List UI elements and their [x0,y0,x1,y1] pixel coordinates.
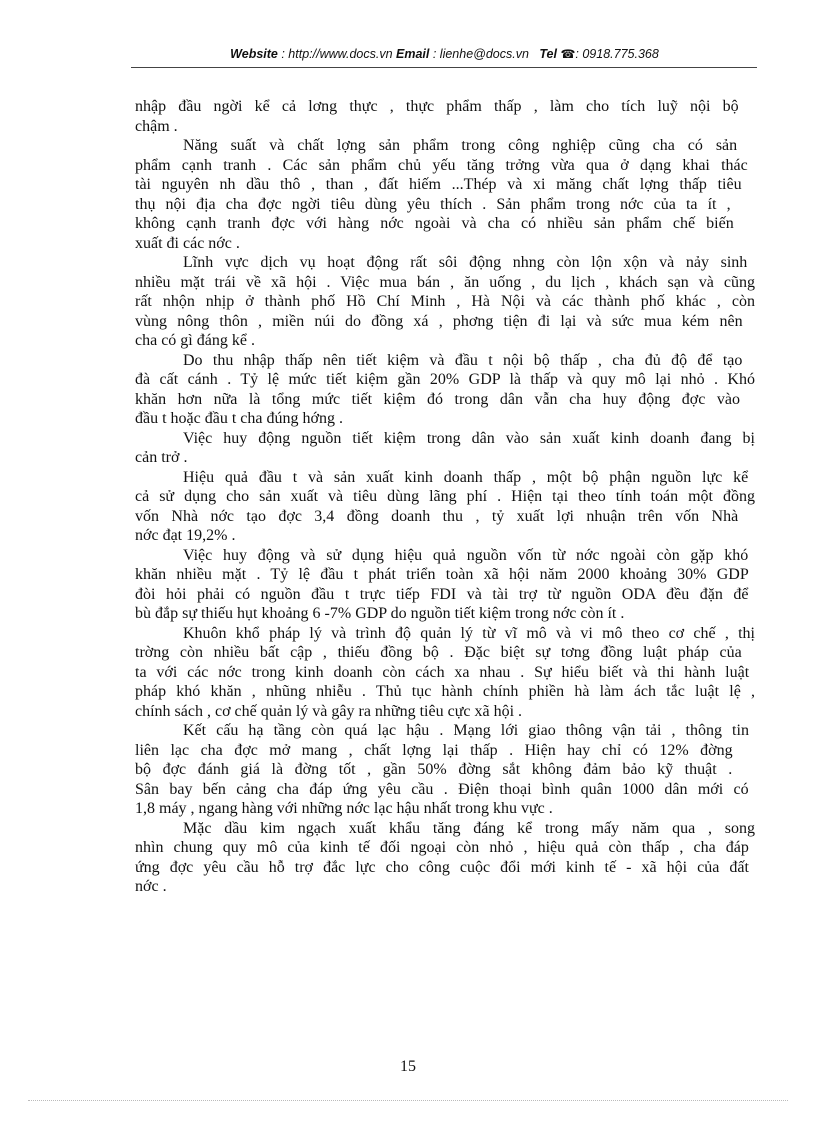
website-label: Website [230,47,278,61]
page-number: 15 [400,1058,416,1075]
phone-icon: ☎ [560,47,576,61]
paragraph [135,546,755,624]
text-line: Hiệu quả đầu t và sản xuất kinh doanh thấp , một bộ phận nguồn lực kể [183,468,749,486]
text-line: tài nguyên nh dầu thô , than , đất hiếm ...Thép và xi măng chất lợng thấp tiêu [135,176,742,193]
text-line: chậm . [135,117,178,135]
paragraph [135,351,755,429]
text-line: Sân bay bến cảng cha đáp ứng yêu cầu . Điện thoại bình quân 1000 dân mới có [135,780,749,798]
text-line: ứng đợc yêu cầu hỗ trợ đắc lực cho công cuộc đổi mới kinh tế - xã hội của đất [135,858,749,876]
paragraph [135,429,755,468]
text-line: cả sử dụng cho sản xuất và tiêu dùng lãng phí . Hiện tại theo tính toán một đồng [135,488,755,505]
text-line: nhập đầu ngời kể cả lơng thực , thực phẩm thấp , làm cho tích luỹ nội bộ [135,98,739,115]
text-line: trờng còn nhiều bất cập , thiếu đồng bộ . Đặc biệt sự tơng đồng luật pháp của [135,644,742,661]
text-line: cản trở . [135,449,188,466]
text-line: bù đắp sự thiếu hụt khoảng 6 -7% GDP do nguồn tiết kiệm trong nớc còn ít . [135,605,625,622]
paragraph [135,468,755,546]
text-line: đầu t hoặc đầu t cha đúng hớng . [135,410,343,427]
text-line: Việc huy động và sử dụng hiệu quả nguồn vốn từ nớc ngoài còn gặp khó [183,546,749,564]
text-line: thụ nội địa cha đợc ngời tiêu dùng yêu thích . Sản phẩm trong nớc của ta ít , [135,195,731,213]
paragraph [135,97,755,136]
footer-divider [28,1100,788,1101]
email-address[interactable]: : lienhe@docs.vn [432,47,529,61]
paragraph [135,624,755,722]
text-line: Khuôn khổ pháp lý và trình độ quản lý từ vĩ mô và vi mô theo cơ chế , thị [183,624,755,642]
tel-number: : 0918.775.368 [575,47,659,61]
text-line: khăn nhiều mặt . Tỷ lệ đầu t phát triển toàn xã hội năm 2000 khoảng 30% GDP [135,566,749,583]
text-line: Năng suất và chất lợng sản phẩm trong công nghiệp cũng cha có sản [183,137,738,154]
text-line: phẩm cạnh tranh . Các sản phẩm chủ yếu tăng trởng vừa qua ở dạng khai thác [135,156,748,174]
text-line: liên lạc cha đợc mở mang , chất lợng lại thấp . Hiện hay chỉ có 12% đờng [135,741,733,759]
text-line: đòi hỏi phải có nguồn đầu t trực tiếp FDI và tài trợ từ nguồn ODA đều đặn để [135,585,749,603]
text-line: Kết cấu hạ tầng còn quá lạc hậu . Mạng lới giao thông vận tải , thông tin [183,722,749,739]
text-line: pháp khó khăn , nhũng nhiễu . Thủ tục hành chính phiền hà làm ách tắc luật lệ , [135,683,755,700]
paragraph [135,721,755,819]
text-line: Do thu nhập thấp nên tiết kiệm và đầu t nội bộ thấp , cha đủ độ để tạo [183,351,743,369]
tel-label: Tel [539,47,557,61]
text-line: đà cất cánh . Tỷ lệ mức tiết kiệm gần 20% GDP là thấp và quy mô lại nhỏ . Khó [135,371,755,388]
text-line: bộ đợc đánh giá là đờng tốt , gần 50% đờng sắt không đảm bảo kỹ thuật . [135,761,733,778]
text-line: nhìn chung quy mô của kinh tế đối ngoại còn nhỏ , hiệu quả còn thấp , cha đáp [135,839,749,856]
text-line: chính sách , cơ chế quản lý và gây ra những tiêu cực xã hội . [135,702,523,720]
text-line: Việc huy động nguồn tiết kiệm trong dân vào sản xuất kinh doanh đang bị [183,429,755,447]
text-line: không cạnh tranh đợc với hàng nớc ngoài và cha có nhiều sản phẩm chế biến [135,215,734,232]
text-line: Mặc dầu kim ngạch xuất khẩu tăng đáng kể trong mấy năm qua , song [183,819,755,837]
text-line: 1,8 máy , ngang hàng với những nớc lạc hậu nhất trong khu vực . [135,800,553,817]
paragraph [135,136,755,253]
text-line: nớc đạt 19,2% . [135,527,236,544]
text-line: xuất đi các nớc . [135,234,240,252]
email-label: Email [396,47,430,61]
paragraph [135,253,755,351]
text-line: vốn Nhà nớc tạo đợc 3,4 đồng doanh thu , tỷ xuất lợi nhuận trên vốn Nhà [135,507,739,525]
text-line: nhiều mặt trái về xã hội . Việc mua bán , ăn uống , du lịch , khách sạn và cũng [135,273,755,291]
document-body [135,97,755,897]
text-line: nớc . [135,878,167,895]
paragraph [135,819,755,897]
text-line: vùng nông thôn , miền núi do đồng xá , phơng tiện đi lại và sức mua kém nên [135,312,743,330]
text-line: rất nhộn nhịp ở thành phố Hồ Chí Minh , Hà Nội và các thành phố khác , còn [135,293,755,310]
page-header [132,46,757,62]
text-line: cha có gì đáng kể . [135,332,255,349]
text-line: Lĩnh vực dịch vụ hoạt động rất sôi động nhng còn lộn xộn và nảy sinh [183,254,748,271]
text-line: ta với các nớc trong kinh doanh còn cách xa nhau . Sự hiểu biết và thi hành luật [135,663,750,681]
header-divider [131,67,757,68]
text-line: khăn hơn nữa là tổng mức tiết kiệm đó trong dân vẫn cha huy động đợc vào [135,390,740,408]
website-url[interactable]: : http://www.docs.vn [281,47,393,61]
